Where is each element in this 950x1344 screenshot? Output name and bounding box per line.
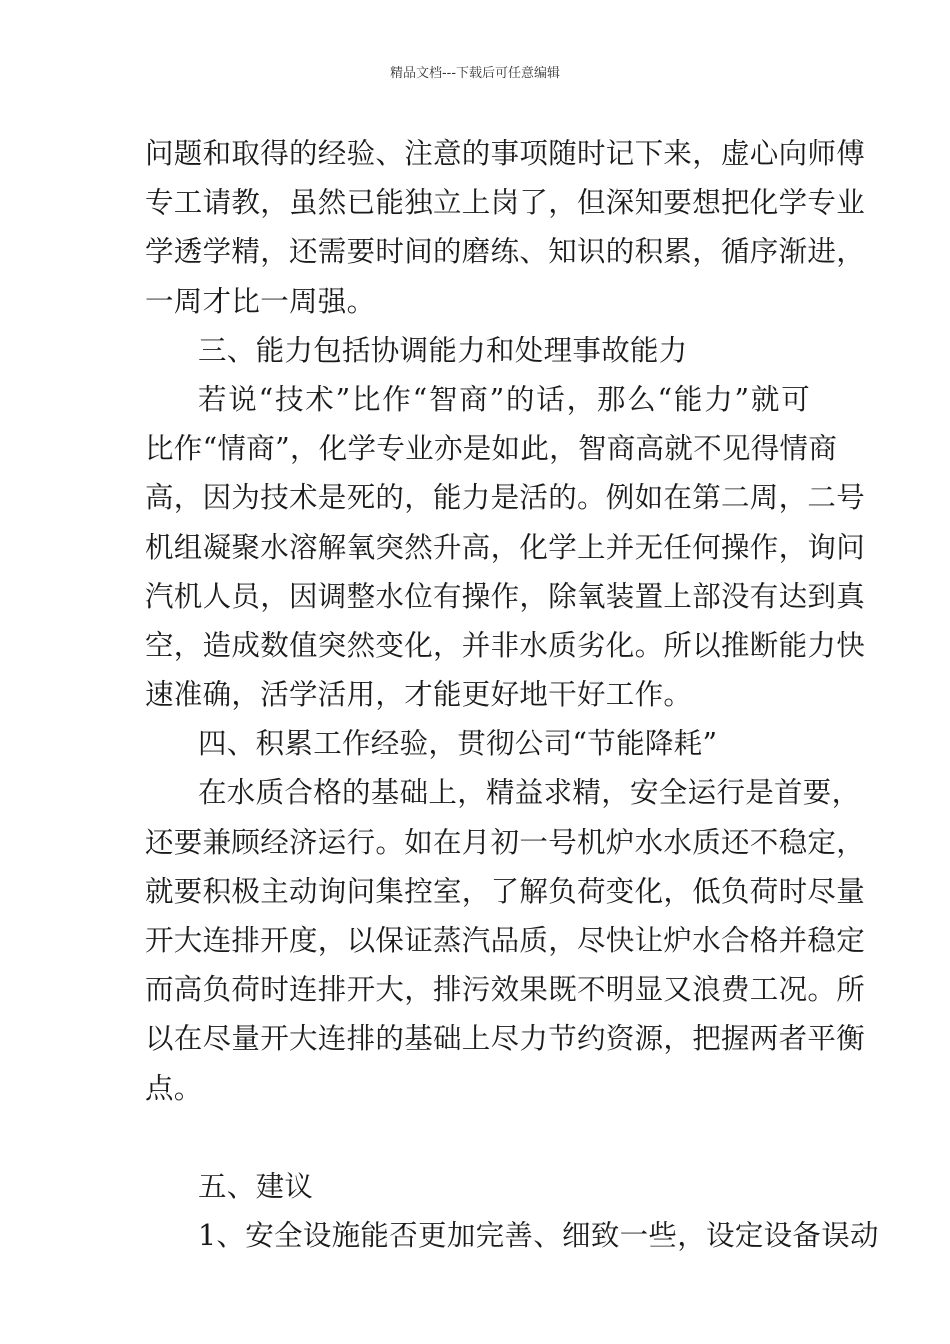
- text-line-7: 比作“情商”，化学专业亦是如此，智商高就不见得情商: [145, 432, 838, 466]
- text-line-16: 就要积极主动询问集控室，了解负荷变化，低负荷时尽量: [145, 874, 866, 908]
- blank-line: [145, 1113, 810, 1162]
- text-line-8: 高，因为技术是死的，能力是活的。例如在第二周，二号: [145, 481, 866, 515]
- document-body: [145, 129, 879, 1260]
- text-line-19: 以在尽量开大连排的基础上尽力节约资源，把握两者平衡: [145, 1022, 866, 1056]
- text-line-3: 学透学精，还需要时间的磨练、知识的积累，循序渐进，: [145, 235, 866, 269]
- section-heading-4: 四、积累工作经验，贯彻公司“节能降耗”: [198, 727, 718, 761]
- text-line-14: 在水质合格的基础上，精益求精，安全运行是首要，: [198, 776, 861, 810]
- text-line-4: 一周才比一周强。: [145, 284, 376, 318]
- page-header: 精品文档---下载后可任意编辑: [389, 66, 561, 81]
- text-line-23: 1、安全设施能否更加完善、细致一些，设定设备误动: [198, 1219, 879, 1253]
- text-line-12: 速准确，活学活用，才能更好地干好工作。: [145, 678, 693, 712]
- text-line-17: 开大连排开度，以保证蒸汽品质，尽快让炉水合格并稳定: [145, 924, 866, 957]
- text-line-6: 若说“技术”比作“智商”的话，那么“能力”就可: [198, 382, 810, 416]
- section-heading-5: 五、建议: [198, 1169, 314, 1203]
- text-line-2: 专工请教，虽然已能独立上岗了，但深知要想把化学专业: [145, 186, 866, 220]
- text-line-1: 问题和取得的经验、注意的事项随时记下来，虚心向师傅: [145, 137, 866, 170]
- text-line-9: 机组凝聚水溶解氧突然升高，化学上并无任何操作，询问: [145, 530, 866, 564]
- text-line-15: 还要兼顾经济运行。如在月初一号机炉水水质还不稳定，: [145, 825, 866, 859]
- section-heading-3: 三、能力包括协调能力和处理事故能力: [198, 333, 688, 367]
- text-line-20: 点。: [145, 1071, 203, 1105]
- text-line-11: 空，造成数值突然变化，并非水质劣化。所以推断能力快: [145, 628, 866, 662]
- text-line-18: 而高负荷时连排开大，排污效果既不明显又浪费工况。所: [145, 973, 866, 1007]
- text-line-10: 汽机人员，因调整水位有操作，除氧装置上部没有达到真: [145, 579, 866, 613]
